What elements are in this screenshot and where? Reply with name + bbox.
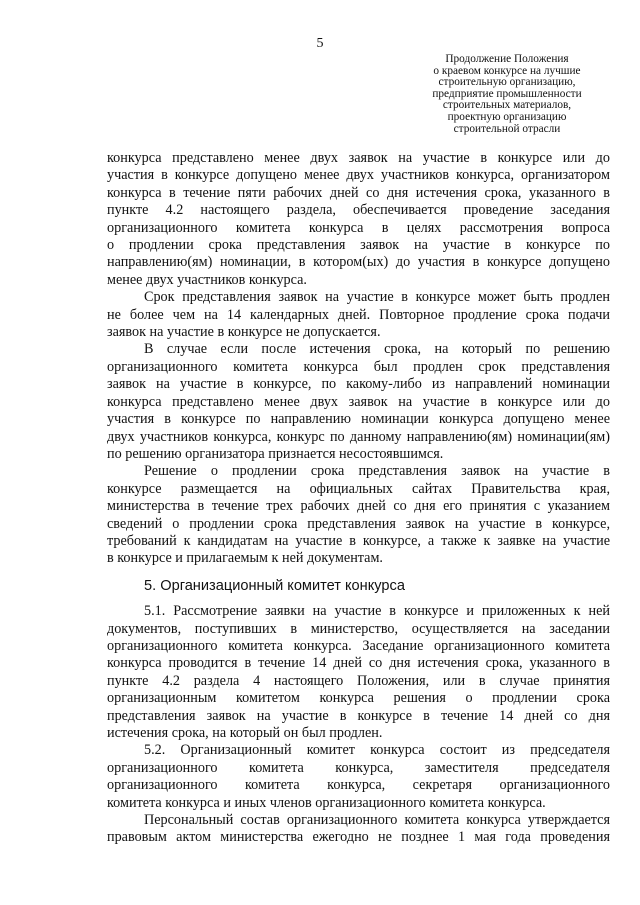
text-line: по решению организатора признается несостоявшимся. [107,445,444,462]
text-line: министерства в течение трех рабочих дней со дня его принятия с указанием [107,498,610,515]
body-text [107,150,610,847]
text-line: не более чем на 14 календарных дней. Повторное продление срока подачи [107,306,610,323]
header-line: проектную организацию [447,110,567,123]
text-line: Решение о продлении срока представления заявок на участие в [144,463,610,480]
paragraph [107,150,610,289]
text-line: заявок на участие в конкурсе, по какому-либо из направлений номинации [107,376,610,393]
text-line: конкурса представлено менее двух заявок на участие в конкурсе или до [107,150,610,166]
text-line: конкурса представлено менее двух заявок на участие в конкурсе или до [107,393,610,410]
text-line: пункте 4.2 раздела 4 настоящего Положения, или в случае принятия [107,672,610,689]
text-line: конкурса проводится в течение 14 дней со дня истечения срока, указанного в [107,655,610,672]
header-line: Продолжение Положения [445,53,569,65]
text-line: организационного комитета конкурса, заместителя председателя [107,759,610,776]
text-line: организационного комитета конкурса, секретаря организационного [107,777,610,794]
paragraph [107,812,610,847]
text-line: участия в конкурсе допущено менее двух участников конкурса, организатором [107,167,610,184]
text-line: 5.1. Рассмотрение заявки на участие в конкурсе и приложенных к ней [144,603,610,620]
section-heading: 5. Организационный комитет конкурса [144,577,405,594]
text-line: о продлении срока представления заявок на участие в конкурсе по [107,237,610,254]
text-line: Срок представления заявок на участие в конкурсе может быть продлен [144,289,610,306]
text-line: пункте 4.2 настоящего раздела, обеспечивается проведение заседания [107,202,610,219]
paragraph [107,463,610,567]
text-line: требований к кандидатам на участие в конкурсе, а также к заявке на участие [107,532,610,549]
header-line: строительных материалов, [442,99,572,112]
text-line: организационного комитета конкурса в целях рассмотрения вопроса [107,219,610,236]
text-line: документов, поступивших в министерство, осуществляется на заседании [107,620,610,637]
text-line: Персональный состав организационного комитета конкурса утверждается [144,812,610,829]
text-line: в конкурсе и прилагаемым к ней документам. [107,550,383,567]
text-line: правовым актом министерства ежегодно не позднее 1 мая года проведения [107,829,610,846]
header-line: предприятие промышленности [432,87,582,100]
header-line: строительной отрасли [453,122,561,135]
header-block [402,54,612,135]
text-line: организационного комитета конкурса был продлен срок представления [107,358,610,375]
paragraph [107,742,610,812]
text-line: В случае если после истечения срока, на который по решению [144,341,610,358]
text-line: конкурсе размещается на официальных сайтах Правительства края, [107,480,610,497]
text-line: направлению(ям) номинации, в котором(ых) до участия в конкурсе допущено [107,254,610,271]
text-line: комитета конкурса и иных членов организационного комитета конкурса. [107,794,546,811]
paragraph [107,603,610,742]
text-line: организационным комитетом конкурса решения о продлении срока [107,690,610,707]
text-line: заявок на участие в конкурсе не допускается. [107,324,381,341]
text-line: участия в конкурсе по направлению номинации конкурса допущено менее [107,411,610,428]
text-line: сведений о продлении срока представления заявок на участие в конкурсе, [107,515,610,532]
page-number: 5 [316,36,324,51]
text-line: представления заявок на участие в конкурсе в течение 14 дней со дня [107,707,610,724]
text-line: 5.2. Организационный комитет конкурса состоит из председателя [144,742,610,759]
text-line: истечения срока, на который он был продлен. [107,725,383,741]
header-line: о краевом конкурсе на лучшие [433,64,581,77]
header-line: строительную организацию, [438,76,576,89]
paragraph [107,289,610,341]
text-line: организационного комитета конкурса. Заседание организационного комитета [107,637,610,654]
text-line: конкурса в течение пяти рабочих дней со дня истечения срока, указанного в [107,184,610,201]
text-line: менее двух участников конкурса. [107,271,307,288]
text-line: двух участников конкурса, конкурс по данному направлению(ям) номинации(ям) [107,428,610,445]
paragraph [107,341,610,463]
